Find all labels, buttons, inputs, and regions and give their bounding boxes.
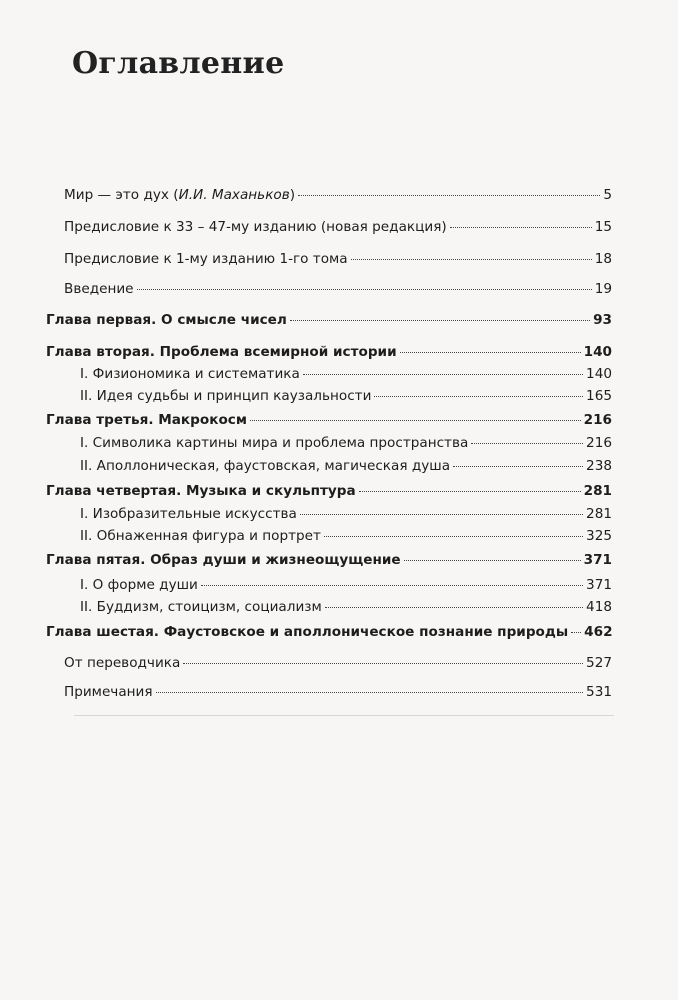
toc-section[interactable] — [80, 457, 612, 475]
author-name: И.И. Маханьков — [178, 187, 290, 203]
toc-page-number: 18 — [594, 251, 612, 267]
toc-entry-title: Примечания — [64, 684, 153, 700]
dot-leader — [300, 514, 583, 515]
toc-entry-title: Мир — это дух (И.И. Маханьков) — [64, 187, 296, 203]
toc-section-title: I. О форме души — [80, 577, 198, 593]
toc-page-number: 281 — [583, 483, 612, 499]
toc-page-number: 15 — [594, 219, 612, 235]
toc-chapter-title: Глава шестая. Фаустовское и аполлоническое познание природы — [46, 624, 569, 640]
dot-leader — [290, 320, 590, 321]
toc-page-number: 216 — [586, 435, 612, 451]
faint-divider — [74, 715, 614, 716]
dot-leader — [303, 374, 583, 375]
toc-chapter[interactable] — [46, 482, 612, 500]
toc-section[interactable] — [80, 598, 612, 616]
dot-leader — [359, 491, 581, 492]
toc-chapter[interactable] — [46, 311, 612, 329]
toc-section-title: II. Буддизм, стоицизм, социализм — [80, 599, 322, 615]
toc-entry[interactable] — [64, 280, 612, 298]
toc-section-title: II. Аполлоническая, фаустовская, магическая душа — [80, 458, 451, 474]
toc-page-number: 371 — [586, 577, 612, 593]
dot-leader — [374, 396, 583, 397]
toc-page-number: 19 — [594, 281, 612, 297]
toc-entry-title: Предисловие к 33 – 47-му изданию (новая редакция) — [64, 219, 447, 235]
toc-entry-title: Предисловие к 1-му изданию 1-го тома — [64, 251, 348, 267]
toc-section[interactable] — [80, 387, 612, 405]
toc-section[interactable] — [80, 576, 612, 594]
toc-page-number: 418 — [586, 599, 612, 615]
dot-leader — [298, 195, 600, 196]
toc-page-number: 216 — [583, 412, 612, 428]
toc-page-number: 238 — [586, 458, 612, 474]
toc-entry[interactable] — [64, 186, 612, 204]
toc-section[interactable] — [80, 527, 612, 545]
toc-page-number: 371 — [583, 552, 612, 568]
dot-leader — [351, 259, 592, 260]
page-title: Оглавление — [72, 46, 285, 81]
dot-leader — [325, 607, 583, 608]
toc-section-title: II. Идея судьбы и принцип каузальности — [80, 388, 372, 404]
toc-page-number: 140 — [583, 344, 612, 360]
dot-leader — [137, 289, 592, 290]
toc-page-number: 462 — [584, 624, 613, 640]
toc-page-number: 165 — [586, 388, 612, 404]
toc-chapter-title: Глава четвертая. Музыка и скульптура — [46, 483, 356, 499]
dot-leader — [450, 227, 592, 228]
toc-page-number: 93 — [593, 312, 612, 328]
toc-chapter-title: Глава вторая. Проблема всемирной истории — [46, 344, 397, 360]
toc-page-number: 281 — [586, 506, 612, 522]
toc-page-number: 527 — [586, 655, 612, 671]
toc-section[interactable] — [80, 505, 612, 523]
toc-section-title: I. Символика картины мира и проблема пространства — [80, 435, 469, 451]
toc-page-number: 531 — [586, 684, 612, 700]
toc-chapter[interactable] — [46, 551, 612, 569]
toc-section-title: I. Физиономика и систематика — [80, 366, 300, 382]
toc-chapter-title: Глава первая. О смысле чисел — [46, 312, 287, 328]
dot-leader — [453, 466, 583, 467]
toc-chapter[interactable] — [46, 343, 612, 361]
dot-leader — [400, 352, 581, 353]
toc-chapter[interactable] — [46, 411, 612, 429]
dot-leader — [471, 443, 583, 444]
dot-leader — [404, 560, 581, 561]
dot-leader — [324, 536, 583, 537]
toc-entry[interactable] — [64, 250, 612, 268]
toc-section[interactable] — [80, 365, 612, 383]
dot-leader — [183, 663, 583, 664]
dot-leader — [250, 420, 581, 421]
toc-entry[interactable] — [64, 654, 612, 672]
toc-entry[interactable] — [64, 683, 612, 701]
dot-leader — [156, 692, 583, 693]
toc-section-title: II. Обнаженная фигура и портрет — [80, 528, 321, 544]
toc-page-number: 325 — [586, 528, 612, 544]
toc-entry[interactable] — [64, 218, 612, 236]
toc-entry-title: Введение — [64, 281, 134, 297]
dot-leader — [201, 585, 583, 586]
toc-section-title: I. Изобразительные искусства — [80, 506, 297, 522]
toc-page-number: 5 — [603, 187, 612, 203]
toc-chapter-title: Глава третья. Макрокосм — [46, 412, 247, 428]
toc-chapter-title: Глава пятая. Образ души и жизнеощущение — [46, 552, 401, 568]
toc-entry-title: От переводчика — [64, 655, 181, 671]
toc-page-number: 140 — [586, 366, 612, 382]
toc-chapter[interactable] — [46, 623, 612, 641]
toc-section[interactable] — [80, 434, 612, 452]
dot-leader — [571, 632, 581, 633]
